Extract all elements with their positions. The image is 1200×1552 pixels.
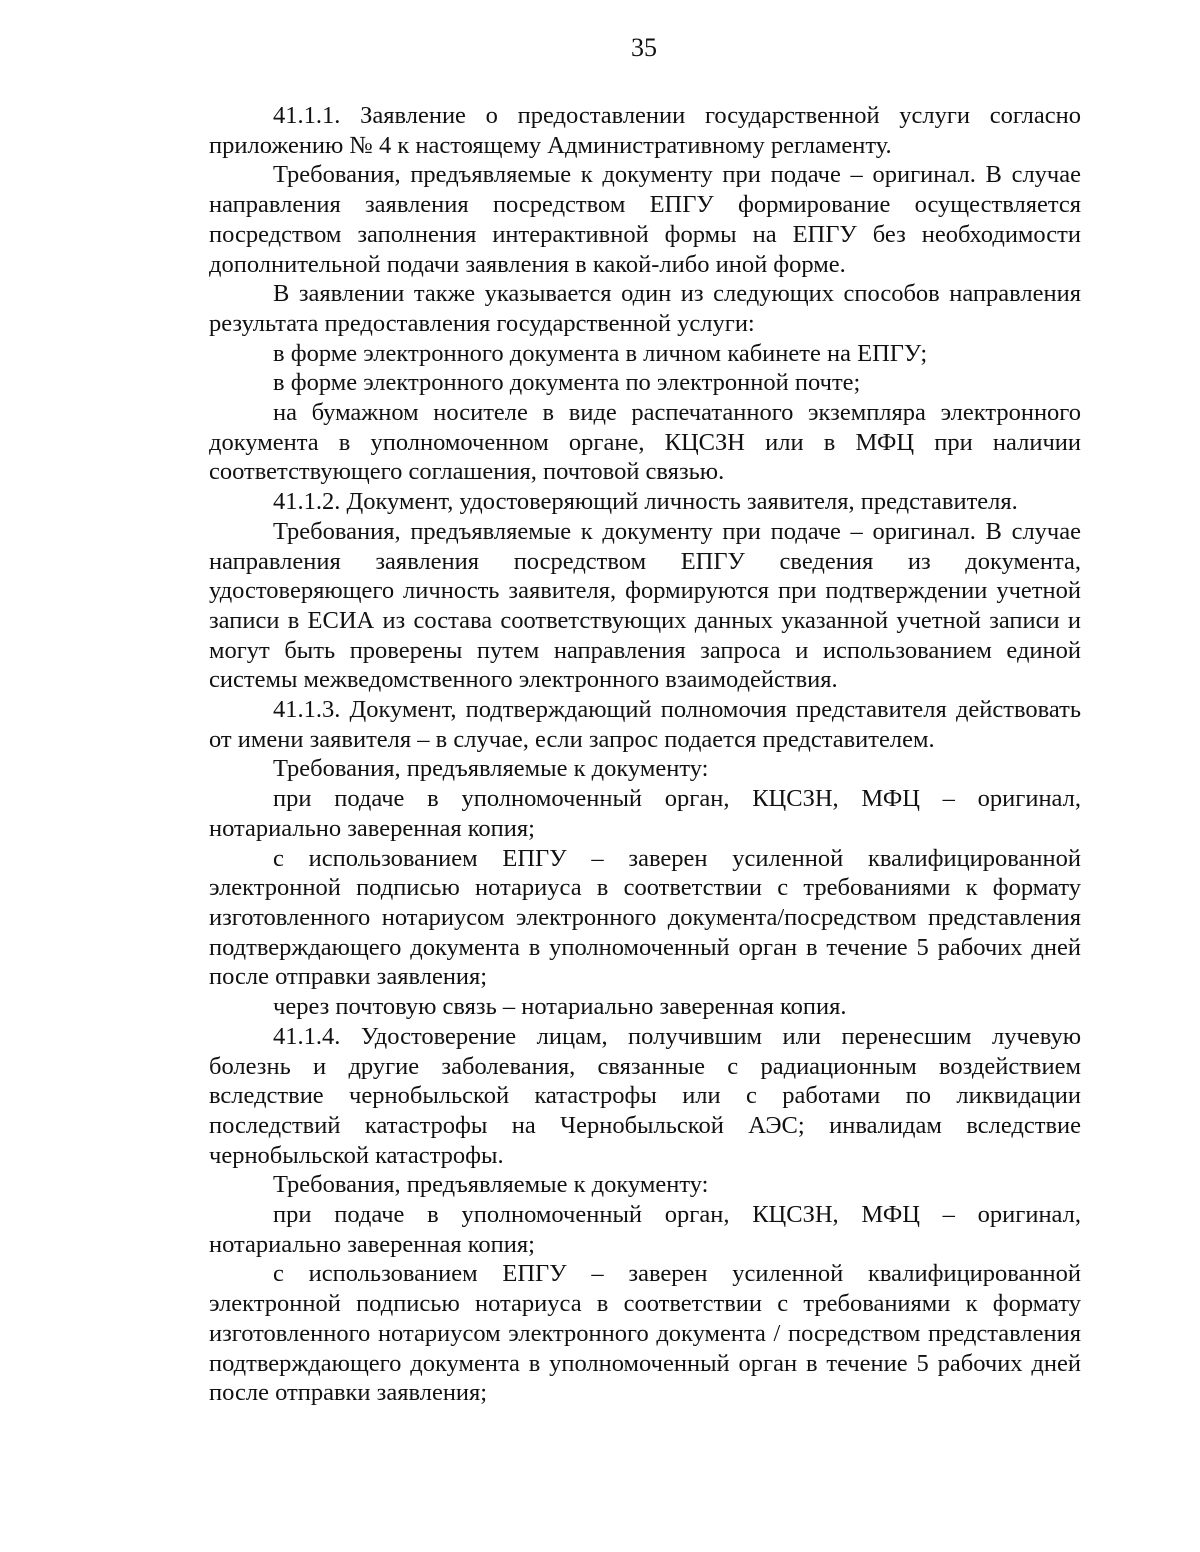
paragraph-9: 41.1.3. Документ, подтверждающий полномочия представителя действовать от имени заявителя – в случае, если запрос подается представителем.	[209, 696, 1081, 753]
paragraph-15: Требования, предъявляемые к документу:	[273, 1171, 709, 1199]
paragraph-1: 41.1.1. Заявление о предоставлении государственной услуги согласно приложению № 4 к настоящему Административному регламенту.	[209, 102, 1081, 159]
paragraph-4: в форме электронного документа в личном кабинете на ЕПГУ;	[273, 339, 928, 367]
paragraph-14: 41.1.4. Удостоверение лицам, получившим или перенесшим лучевую болезнь и другие заболевания, связанные с радиационным воздействием вследствие чернобыльской катастрофы или с работами по ликвидации последствий катастрофы на Чернобыльской АЭС; инвалидам вследствие чернобыльской катастрофы.	[209, 1022, 1081, 1169]
paragraph-13: через почтовую связь – нотариально заверенная копия.	[273, 993, 847, 1021]
paragraph-16: при подаче в уполномоченный орган, КЦСЗН, МФЦ – оригинал, нотариально заверенная копия;	[209, 1201, 1081, 1258]
paragraph-7: 41.1.2. Документ, удостоверяющий личность заявителя, представителя.	[273, 488, 1018, 516]
paragraph-6: на бумажном носителе в виде распечатанного экземпляра электронного документа в уполномоченном органе, КЦСЗН или в МФЦ при наличии соответствующего соглашения, почтовой связью.	[209, 399, 1081, 486]
paragraph-8: Требования, предъявляемые к документу при подаче – оригинал. В случае направления заявления посредством ЕПГУ сведения из документа, удостоверяющего личность заявителя, формируются при подтверждении учетной записи в ЕСИА из состава соответствующих данных указанной учетной записи и могут быть проверены путем направления запроса и использованием единой системы межведомственного электронного взаимодействия.	[209, 517, 1081, 694]
paragraph-12: с использованием ЕПГУ – заверен усиленной квалифицированной электронной подписью нотариуса в соответствии с требованиями к формату изготовленного нотариусом электронного документа/посредством представления подтверждающего документа в уполномоченный орган в течение 5 рабочих дней после отправки заявления;	[209, 844, 1081, 991]
paragraph-10: Требования, предъявляемые к документу:	[273, 755, 709, 783]
paragraph-5: в форме электронного документа по электронной почте;	[273, 369, 861, 397]
paragraph-2: Требования, предъявляемые к документу при подаче – оригинал. В случае направления заявления посредством ЕПГУ формирование осуществляется посредством заполнения интерактивной формы на ЕПГУ без необходимости дополнительной подачи заявления в какой-либо иной форме.	[209, 161, 1081, 278]
paragraph-17: с использованием ЕПГУ – заверен усиленной квалифицированной электронной подписью нотариуса в соответствии с требованиями к формату изготовленного нотариусом электронного документа / посредством представления подтверждающего документа в уполномоченный орган в течение 5 рабочих дней после отправки заявления;	[209, 1260, 1081, 1407]
document-body	[209, 101, 1081, 1408]
paragraph-3: В заявлении также указывается один из следующих способов направления результата предоставления государственной услуги:	[209, 280, 1081, 337]
paragraph-11: при подаче в уполномоченный орган, КЦСЗН, МФЦ – оригинал, нотариально заверенная копия;	[209, 785, 1081, 842]
page-number: 35	[631, 33, 657, 62]
